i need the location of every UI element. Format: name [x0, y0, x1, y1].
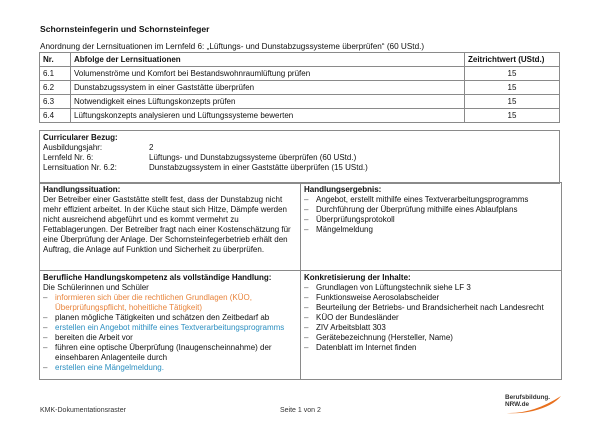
result-item: – Durchführung der Überprüfung mithilfe eines Ablaufplans	[304, 205, 558, 215]
row-hours: 15	[465, 95, 560, 109]
curricular-value: Dunstabzugssystem in einer Gaststätte überprüfen (15 UStd.)	[149, 163, 368, 172]
competence-item: – erstellen eine Mängelmeldung.	[43, 363, 297, 373]
curricular-row-lernsituation	[43, 163, 556, 173]
curricular-value: 2	[149, 143, 154, 152]
competence-intro: Die Schülerinnen und Schüler	[43, 283, 149, 292]
logo-line-2: NRW.de	[505, 401, 530, 408]
competence-item: – informieren sich über die rechtlichen Grundlagen (KÜO, Überprüfungspflicht, hoheitliche Tätigkeit)	[43, 293, 297, 313]
competence-item: – führen eine optische Überprüfung (Inaugenscheinnahme) der einsehbaren Anlagenteile durch	[43, 343, 297, 363]
footer-page-number: Seite 1 von 2	[280, 407, 321, 414]
curricular-label: Lernsituation Nr. 6.2:	[43, 163, 117, 172]
curricular-value: Lüftungs- und Dunstabzugssysteme überprüfen (60 UStd.)	[149, 153, 357, 162]
row-title: Dunstabzugssystem in einer Gaststätte überprüfen	[71, 81, 465, 95]
row-hours: 15	[465, 109, 560, 123]
footer-doc-name: KMK-Dokumentationsraster	[40, 407, 126, 414]
row-nr: 6.2	[40, 81, 71, 95]
result-list	[304, 195, 558, 235]
column-header-hours: Zeitrichtwert (UStd.)	[465, 53, 560, 67]
column-header-sequence: Abfolge der Lernsituationen	[71, 53, 465, 67]
competence-item: – planen mögliche Tätigkeiten und schätzen den Zeitbedarf ab	[43, 313, 297, 323]
table-row	[40, 81, 560, 95]
details-grid	[39, 182, 562, 380]
column-header-nr: Nr.	[40, 53, 71, 67]
competence-cell	[40, 271, 301, 379]
curricular-row-lernfeld	[43, 153, 556, 163]
competence-item: – erstellen ein Angebot mithilfe eines Textverarbeitungsprogramms	[43, 323, 297, 333]
row-nr: 6.4	[40, 109, 71, 123]
contents-item: – Funktionsweise Aerosolabscheider	[304, 293, 558, 303]
berufsbildung-nrw-logo	[503, 392, 565, 416]
document-title: Schornsteinfegerin und Schornsteinfeger	[40, 24, 210, 34]
contents-item: – KÜO der Bundesländer	[304, 313, 558, 323]
row-hours: 15	[465, 67, 560, 81]
contents-heading: Konkretisierung der Inhalte:	[304, 273, 411, 282]
competence-heading: Berufliche Handlungskompetenz als vollständige Handlung:	[43, 273, 272, 282]
curricular-label: Lernfeld Nr. 6:	[43, 153, 94, 162]
result-item: – Überprüfungsprotokoll	[304, 215, 558, 225]
result-heading: Handlungsergebnis:	[304, 185, 382, 194]
result-item: – Angebot, erstellt mithilfe eines Textverarbeitungsprogramms	[304, 195, 558, 205]
table-row	[40, 109, 560, 123]
table-row	[40, 67, 560, 81]
table-header-row	[40, 53, 560, 67]
row-nr: 6.1	[40, 67, 71, 81]
result-item: – Mängelmeldung	[304, 225, 558, 235]
result-cell	[301, 183, 561, 271]
table-row	[40, 95, 560, 109]
situation-cell	[40, 183, 301, 271]
curricular-reference-box	[39, 130, 560, 184]
contents-cell	[301, 271, 561, 379]
row-nr: 6.3	[40, 95, 71, 109]
curricular-row-year	[43, 143, 556, 153]
row-hours: 15	[465, 81, 560, 95]
contents-item: – Beurteilung der Betriebs- und Brandsicherheit nach Landesrecht	[304, 303, 558, 313]
table-caption: Anordnung der Lernsituationen im Lernfeld 6: „Lüftungs- und Dunstabzugssysteme überprüfen“ (60 UStd.)	[40, 42, 425, 51]
contents-item: – ZIV Arbeitsblatt 303	[304, 323, 558, 333]
contents-item: – Datenblatt im Internet finden	[304, 343, 558, 353]
situation-heading: Handlungssituation:	[43, 185, 121, 194]
row-title: Volumenströme und Komfort bei Bestandswohnraumlüftung prüfen	[71, 67, 465, 81]
contents-item: – Grundlagen von Lüftungstechnik siehe LF 3	[304, 283, 558, 293]
logo-line-1: Berufsbildung.	[505, 394, 551, 401]
contents-list	[304, 283, 558, 353]
situation-text: Der Betreiber einer Gaststätte stellt fest, dass der Dunstabzug nicht mehr effizient arbeitet. In der Küche staut sich Hitze, Dämpfe werden nicht ausreichend abgeführt und es kommt vermehrt zu Fettablagerungen. Der Betreiber fragt nach einer Kostenschätzung für eine Überprüfung der Anlage. Der Schornsteinfegerbetrieb erhält den Auftrag, die Anlage auf Funktion und Sicherheit zu überprüfen.	[43, 195, 291, 254]
row-title: Lüftungskonzepts analysieren und Lüftungssysteme bewerten	[71, 109, 465, 123]
contents-item: – Gerätebezeichnung (Hersteller, Name)	[304, 333, 558, 343]
competence-list	[43, 293, 297, 373]
competence-item: – bereiten die Arbeit vor	[43, 333, 297, 343]
curricular-heading: Curricularer Bezug:	[43, 133, 118, 142]
learning-situations-table	[39, 52, 560, 123]
curricular-label: Ausbildungsjahr:	[43, 143, 103, 152]
row-title: Notwendigkeit eines Lüftungskonzepts prüfen	[71, 95, 465, 109]
